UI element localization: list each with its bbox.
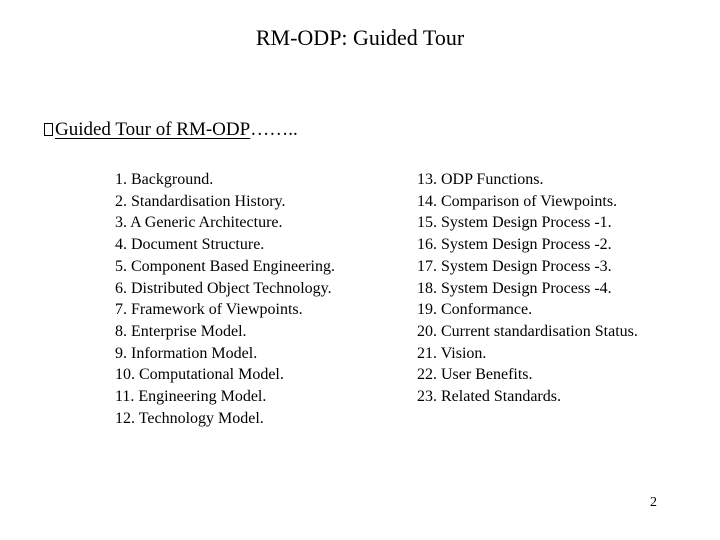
- topic-item: 23. Related Standards.: [417, 388, 561, 406]
- topic-list-right: [417, 169, 638, 408]
- subheading: [44, 117, 298, 143]
- topic-item: 1. Background.: [115, 171, 214, 188]
- topic-item: 5. Component Based Engineering.: [115, 257, 335, 275]
- topic-list-left: [115, 169, 335, 429]
- topic-item: 14. Comparison of Viewpoints.: [417, 192, 618, 210]
- topic-item: 2. Standardisation History.: [115, 192, 286, 210]
- subheading-ellipsis: ……..: [250, 119, 298, 140]
- topic-item: 3. A Generic Architecture.: [115, 214, 283, 232]
- topic-item: 16. System Design Process -2.: [417, 236, 612, 254]
- box-bullet-icon: [44, 123, 53, 136]
- topic-item: 10. Computational Model.: [115, 366, 284, 384]
- topic-item: 21. Vision.: [417, 344, 487, 362]
- subheading-label: Guided Tour of RM-ODP: [55, 119, 251, 140]
- topic-item: 12. Technology Model.: [115, 409, 264, 427]
- topic-item: 17. System Design Process -3.: [417, 257, 612, 275]
- page-number: 2: [650, 495, 657, 510]
- topic-item: 15. System Design Process -1.: [417, 214, 612, 232]
- topic-item: 7. Framework of Viewpoints.: [115, 301, 303, 319]
- topic-item: 9. Information Model.: [115, 344, 258, 362]
- topic-item: 19. Conformance.: [417, 301, 533, 319]
- topic-item: 22. User Benefits.: [417, 366, 533, 384]
- topic-item: 4. Document Structure.: [115, 236, 265, 254]
- topic-item: 11. Engineering Model.: [115, 388, 267, 406]
- page-title: RM-ODP: Guided Tour: [255, 25, 465, 50]
- topic-item: 18. System Design Process -4.: [417, 279, 612, 297]
- topic-item: 8. Enterprise Model.: [115, 322, 247, 340]
- topic-item: 20. Current standardisation Status.: [417, 322, 638, 340]
- topic-item: 6. Distributed Object Technology.: [115, 279, 332, 297]
- topic-item: 13. ODP Functions.: [417, 171, 544, 188]
